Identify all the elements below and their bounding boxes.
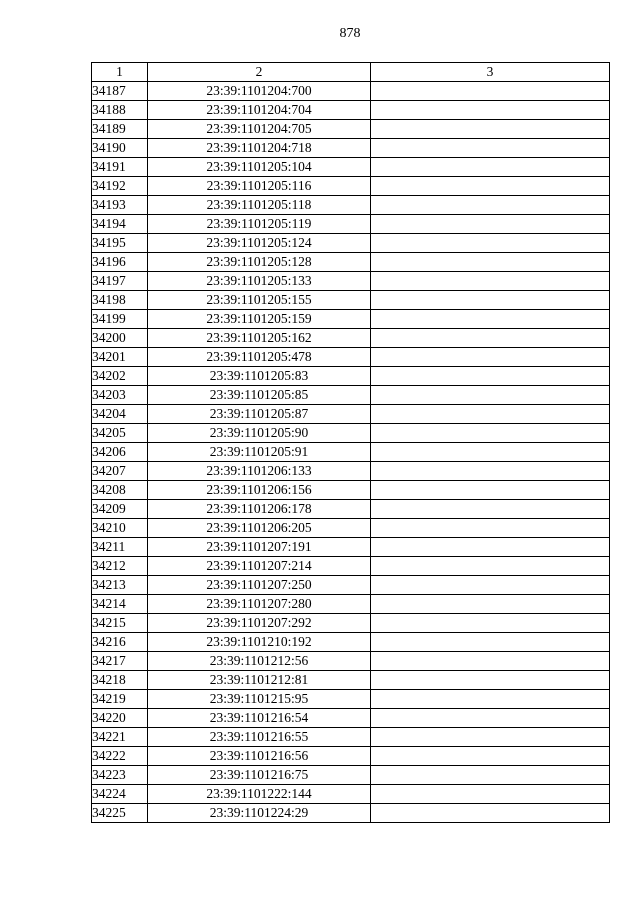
table-row: [92, 614, 610, 633]
note-cell: [371, 101, 610, 120]
cadastral-number-cell: 23:39:1101206:205: [148, 519, 371, 538]
note-cell: [371, 234, 610, 253]
note-cell: [371, 253, 610, 272]
note-cell: [371, 557, 610, 576]
table-row: [92, 405, 610, 424]
row-number-cell: 34204: [92, 405, 148, 424]
row-number-cell: 34218: [92, 671, 148, 690]
header-col-1: 1: [92, 63, 148, 82]
table-row: [92, 671, 610, 690]
cadastral-number-cell: 23:39:1101205:87: [148, 405, 371, 424]
table-row: [92, 424, 610, 443]
cadastral-number-cell: 23:39:1101205:116: [148, 177, 371, 196]
row-number-cell: 34211: [92, 538, 148, 557]
row-number-cell: 34189: [92, 120, 148, 139]
note-cell: [371, 386, 610, 405]
cadastral-number-cell: 23:39:1101216:54: [148, 709, 371, 728]
note-cell: [371, 804, 610, 823]
cadastral-number-cell: 23:39:1101205:478: [148, 348, 371, 367]
note-cell: [371, 519, 610, 538]
cadastral-number-cell: 23:39:1101206:133: [148, 462, 371, 481]
header-row: [92, 63, 610, 82]
row-number-cell: 34213: [92, 576, 148, 595]
row-number-cell: 34191: [92, 158, 148, 177]
cadastral-number-cell: 23:39:1101205:162: [148, 329, 371, 348]
cadastral-number-cell: 23:39:1101212:81: [148, 671, 371, 690]
table-row: [92, 348, 610, 367]
cadastral-number-cell: 23:39:1101222:144: [148, 785, 371, 804]
cadastral-number-cell: 23:39:1101205:159: [148, 310, 371, 329]
row-number-cell: 34225: [92, 804, 148, 823]
table-row: [92, 386, 610, 405]
row-number-cell: 34205: [92, 424, 148, 443]
table-row: [92, 310, 610, 329]
note-cell: [371, 82, 610, 101]
table-row: [92, 120, 610, 139]
cadastral-number-cell: 23:39:1101210:192: [148, 633, 371, 652]
cadastral-number-cell: 23:39:1101205:118: [148, 196, 371, 215]
note-cell: [371, 139, 610, 158]
cadastral-number-cell: 23:39:1101204:705: [148, 120, 371, 139]
cadastral-number-cell: 23:39:1101205:90: [148, 424, 371, 443]
table-row: [92, 139, 610, 158]
note-cell: [371, 595, 610, 614]
row-number-cell: 34195: [92, 234, 148, 253]
note-cell: [371, 272, 610, 291]
table-row: [92, 652, 610, 671]
row-number-cell: 34202: [92, 367, 148, 386]
table-row: [92, 82, 610, 101]
table-row: [92, 709, 610, 728]
row-number-cell: 34210: [92, 519, 148, 538]
cadastral-number-cell: 23:39:1101205:91: [148, 443, 371, 462]
table-row: [92, 804, 610, 823]
row-number-cell: 34197: [92, 272, 148, 291]
note-cell: [371, 443, 610, 462]
table-row: [92, 538, 610, 557]
row-number-cell: 34215: [92, 614, 148, 633]
row-number-cell: 34192: [92, 177, 148, 196]
table-row: [92, 519, 610, 538]
table-row: [92, 234, 610, 253]
note-cell: [371, 367, 610, 386]
note-cell: [371, 424, 610, 443]
cadastral-number-cell: 23:39:1101207:250: [148, 576, 371, 595]
cadastral-number-cell: 23:39:1101207:280: [148, 595, 371, 614]
header-col-2: 2: [148, 63, 371, 82]
registry-table: [91, 62, 610, 823]
row-number-cell: 34199: [92, 310, 148, 329]
cadastral-number-cell: 23:39:1101205:104: [148, 158, 371, 177]
row-number-cell: 34203: [92, 386, 148, 405]
row-number-cell: 34209: [92, 500, 148, 519]
note-cell: [371, 538, 610, 557]
note-cell: [371, 785, 610, 804]
note-cell: [371, 310, 610, 329]
note-cell: [371, 709, 610, 728]
note-cell: [371, 405, 610, 424]
header-col-3: 3: [371, 63, 610, 82]
cadastral-number-cell: 23:39:1101205:133: [148, 272, 371, 291]
note-cell: [371, 462, 610, 481]
note-cell: [371, 728, 610, 747]
table-row: [92, 690, 610, 709]
cadastral-number-cell: 23:39:1101207:214: [148, 557, 371, 576]
row-number-cell: 34216: [92, 633, 148, 652]
table-header: [92, 63, 610, 82]
table-row: [92, 443, 610, 462]
cadastral-number-cell: 23:39:1101215:95: [148, 690, 371, 709]
table-row: [92, 728, 610, 747]
table-row: [92, 633, 610, 652]
table-row: [92, 557, 610, 576]
cadastral-number-cell: 23:39:1101205:128: [148, 253, 371, 272]
row-number-cell: 34187: [92, 82, 148, 101]
note-cell: [371, 690, 610, 709]
cadastral-number-cell: 23:39:1101204:718: [148, 139, 371, 158]
note-cell: [371, 291, 610, 310]
row-number-cell: 34214: [92, 595, 148, 614]
table-row: [92, 785, 610, 804]
note-cell: [371, 576, 610, 595]
row-number-cell: 34190: [92, 139, 148, 158]
note-cell: [371, 633, 610, 652]
table-row: [92, 329, 610, 348]
cadastral-number-cell: 23:39:1101207:191: [148, 538, 371, 557]
table-row: [92, 747, 610, 766]
note-cell: [371, 652, 610, 671]
table-row: [92, 215, 610, 234]
table-row: [92, 500, 610, 519]
cadastral-number-cell: 23:39:1101206:178: [148, 500, 371, 519]
note-cell: [371, 158, 610, 177]
note-cell: [371, 766, 610, 785]
table-row: [92, 196, 610, 215]
row-number-cell: 34188: [92, 101, 148, 120]
table-row: [92, 367, 610, 386]
note-cell: [371, 120, 610, 139]
cadastral-number-cell: 23:39:1101205:124: [148, 234, 371, 253]
cadastral-number-cell: 23:39:1101206:156: [148, 481, 371, 500]
note-cell: [371, 215, 610, 234]
table-row: [92, 253, 610, 272]
row-number-cell: 34219: [92, 690, 148, 709]
table-row: [92, 481, 610, 500]
cadastral-number-cell: 23:39:1101224:29: [148, 804, 371, 823]
note-cell: [371, 348, 610, 367]
cadastral-number-cell: 23:39:1101205:83: [148, 367, 371, 386]
row-number-cell: 34220: [92, 709, 148, 728]
row-number-cell: 34193: [92, 196, 148, 215]
note-cell: [371, 500, 610, 519]
row-number-cell: 34224: [92, 785, 148, 804]
cadastral-number-cell: 23:39:1101216:56: [148, 747, 371, 766]
cadastral-number-cell: 23:39:1101205:155: [148, 291, 371, 310]
cadastral-number-cell: 23:39:1101204:700: [148, 82, 371, 101]
row-number-cell: 34207: [92, 462, 148, 481]
cadastral-number-cell: 23:39:1101205:119: [148, 215, 371, 234]
table-row: [92, 595, 610, 614]
note-cell: [371, 177, 610, 196]
cadastral-number-cell: 23:39:1101216:75: [148, 766, 371, 785]
table-row: [92, 291, 610, 310]
note-cell: [371, 671, 610, 690]
table-row: [92, 158, 610, 177]
note-cell: [371, 196, 610, 215]
page-number: 878: [339, 26, 361, 41]
row-number-cell: 34221: [92, 728, 148, 747]
row-number-cell: 34212: [92, 557, 148, 576]
cadastral-number-cell: 23:39:1101204:704: [148, 101, 371, 120]
row-number-cell: 34217: [92, 652, 148, 671]
cadastral-number-cell: 23:39:1101212:56: [148, 652, 371, 671]
row-number-cell: 34222: [92, 747, 148, 766]
table-row: [92, 177, 610, 196]
note-cell: [371, 329, 610, 348]
table-row: [92, 462, 610, 481]
row-number-cell: 34194: [92, 215, 148, 234]
row-number-cell: 34201: [92, 348, 148, 367]
row-number-cell: 34196: [92, 253, 148, 272]
note-cell: [371, 481, 610, 500]
row-number-cell: 34200: [92, 329, 148, 348]
table-row: [92, 576, 610, 595]
row-number-cell: 34208: [92, 481, 148, 500]
table-row: [92, 101, 610, 120]
table-row: [92, 272, 610, 291]
row-number-cell: 34206: [92, 443, 148, 462]
cadastral-number-cell: 23:39:1101207:292: [148, 614, 371, 633]
cadastral-number-cell: 23:39:1101216:55: [148, 728, 371, 747]
table-body: [92, 82, 610, 823]
cadastral-number-cell: 23:39:1101205:85: [148, 386, 371, 405]
row-number-cell: 34223: [92, 766, 148, 785]
row-number-cell: 34198: [92, 291, 148, 310]
note-cell: [371, 747, 610, 766]
note-cell: [371, 614, 610, 633]
table-row: [92, 766, 610, 785]
